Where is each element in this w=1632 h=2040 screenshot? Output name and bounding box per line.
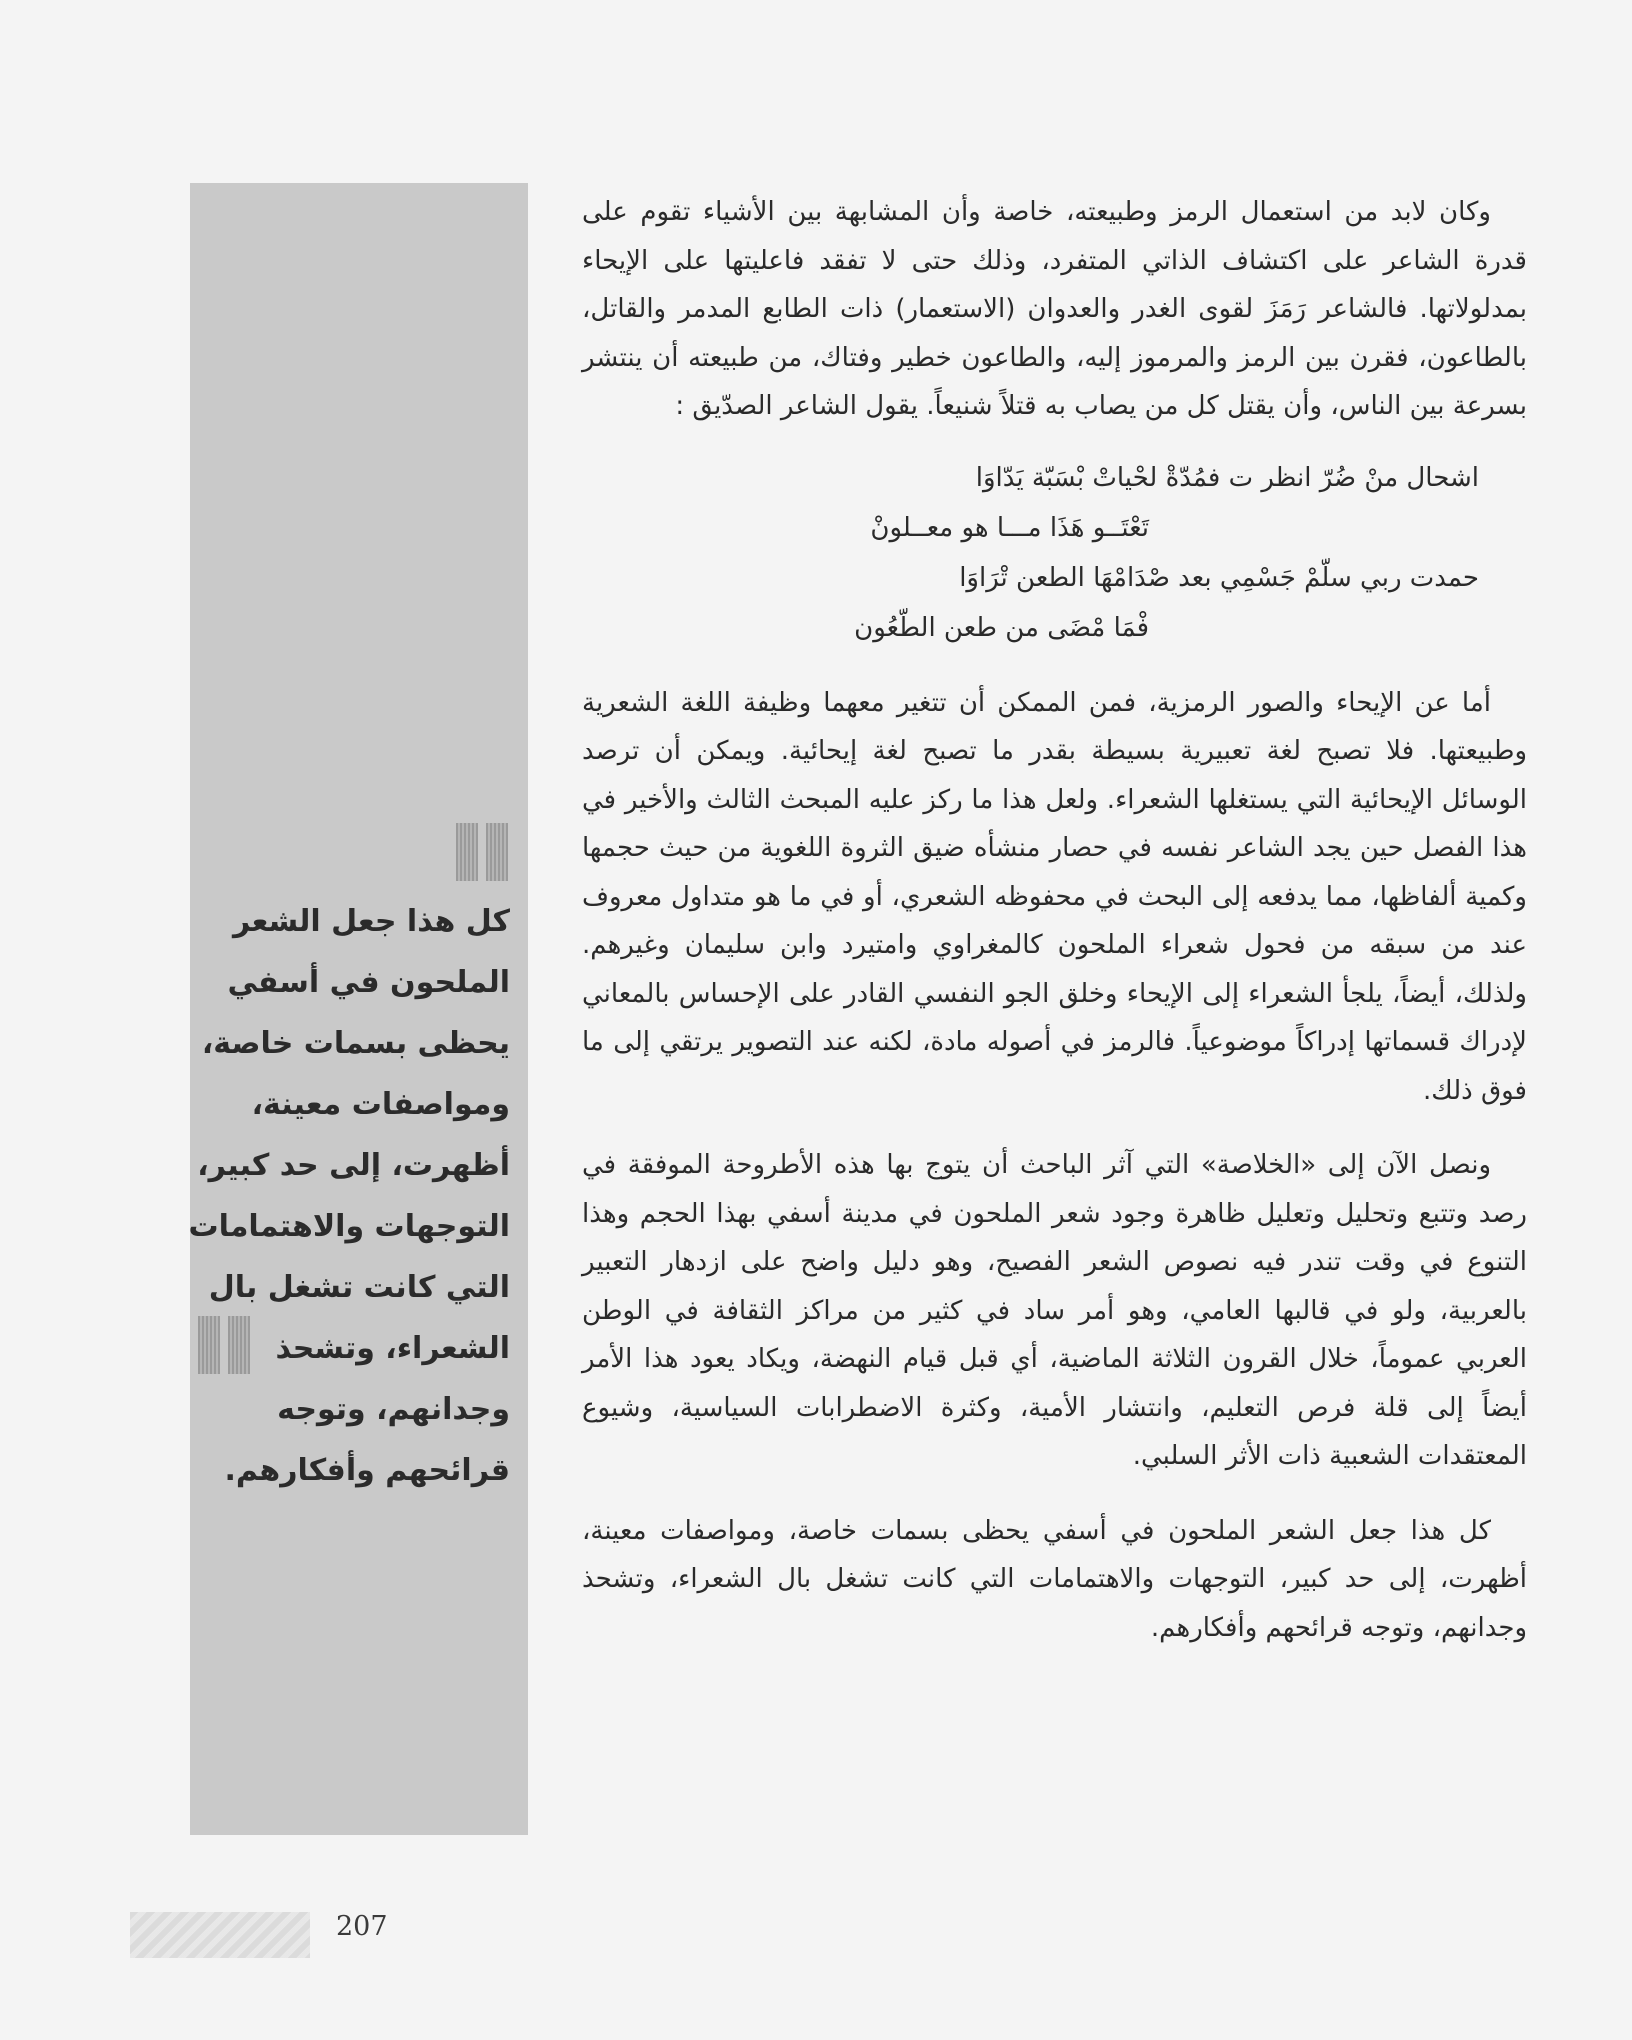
poem-verse: فْمَا مْضَى من طعن الطّعُون — [854, 612, 1149, 643]
pull-quote-line: قرائحهم وأفكارهم. — [224, 1453, 510, 1488]
pull-quote-line: الشعراء، وتشحذ — [275, 1331, 510, 1366]
page-number: 207 — [336, 1911, 388, 1942]
pull-quote-line: يحظى بسمات خاصة، — [201, 1026, 510, 1061]
paragraph: كل هذا جعل الشعر الملحون في أسفي يحظى بسمات خاصة، ومواصفات معينة، أظهرت، إلى حد كبير، التوجهات والاهتمامات التي كانت تشغل بال الشعراء، وتشحذ وجدانهم، وتوجه قرائحهم وأفكارهم. — [582, 1515, 1527, 1643]
poem-block — [582, 453, 1527, 653]
pull-quote-line: وجدانهم، وتوجه — [277, 1392, 510, 1427]
poem-verse: اشحال منْ ضُرّ انظر ت فمُدّةْ لحْياتْ بْسَبّة يَدّاوَا — [975, 462, 1479, 493]
body-text — [582, 188, 1527, 1652]
close-quote-icon — [198, 1316, 250, 1374]
paragraph: وكان لابد من استعمال الرمز وطبيعته، خاصة وأن المشابهة بين الأشياء تقوم على قدرة الشاعر على اكتشاف الذاتي المتفرد، وذلك حتى لا تفقد فاعليتها على الإيحاء بمدلولاتها. فالشاعر رَمَزَ لقوى الغدر والعدوان (الاستعمار) ذات الطابع المدمر والقاتل، بالطاعون، فقرن بين الرمز والمرموز إليه، والطاعون خطير وفتاك، من طبيعته أن ينتشر بسرعة بين الناس، وأن يقتل كل من يصاب به قتلاً شنيعاً. يقول الشاعر الصدّيق : — [582, 197, 1527, 421]
pull-quote-line: أظهرت، إلى حد كبير، — [197, 1148, 510, 1183]
pull-quote-line: ومواصفات معينة، — [251, 1087, 510, 1122]
pull-quote-line: التي كانت تشغل بال — [208, 1270, 510, 1305]
paragraph: أما عن الإيحاء والصور الرمزية، فمن الممكن أن تتغير معهما وظيفة اللغة الشعرية وطبيعتها. فلا تصبح لغة تعبيرية بسيطة بقدر ما تصبح لغة إيحائية. ويمكن أن ترصد الوسائل الإيحائية التي يستغلها الشعراء. ولعل هذا ما ركز عليه المبحث الثالث والأخير في هذا الفصل حين يجد الشاعر نفسه في حصار منشأه ضيق الثروة اللغوية من حيث حجمها وكمية ألفاظها، مما يدفعه إلى البحث في محفوظه الشعري، أو في ما هو متداول معروف عند من سبقه من فحول شعراء الملحون كالمغراوي وامتيرد وابن سليمان وغيرهم. ولذلك، أيضاً، يلجأ الشعراء إلى الإيحاء وخلق الجو النفسي القادر على الإحساس بالمعاني لإدراك قسماتها إدراكاً موضوعياً. فالرمز في أصوله مادة، لكنه عند التصوير يرتقي إلى ما فوق ذلك. — [582, 687, 1527, 1106]
pull-quote-line: كل هذا جعل الشعر — [233, 904, 510, 939]
pull-quote-line: التوجهات والاهتمامات — [188, 1209, 510, 1244]
open-quote-icon — [456, 823, 508, 881]
footer-decoration — [130, 1912, 310, 1958]
paragraph: ونصل الآن إلى «الخلاصة» التي آثر الباحث أن يتوج بها هذه الأطروحة الموفقة في رصد وتتبع وتحليل وتعليل ظاهرة وجود شعر الملحون في مدينة أسفي بهذا الحجم وهذا التنوع في وقت تندر فيه نصوص الشعر الفصيح، وهو دليل واضح على ازدهار التعبير بالعربية، ولو في قالبها العامي، وهو أمر ساد في كثير من مراكز الثقافة في الوطن العربي عموماً، خلال القرون الثلاثة الماضية، أي قبل قيام النهضة، ويكاد يعود هذا الأمر أيضاً إلى قلة فرص التعليم، وانتشار الأمية، وكثرة الاضطرابات السياسية، وشيوع المعتقدات الشعبية ذات الأثر السلبي. — [582, 1150, 1527, 1471]
pull-quote-sidebar — [190, 183, 528, 1835]
pull-quote-line: الملحون في أسفي — [227, 965, 510, 1000]
poem-verse: تَعْتَــو هَذَا مـــا هو معــلونْ — [870, 512, 1149, 543]
pull-quote — [188, 891, 510, 1501]
poem-verse: حمدت ربي سلّمْ جَسْمِي بعد صْدَامْهَا الطعن تْرَاوَا — [959, 562, 1479, 593]
